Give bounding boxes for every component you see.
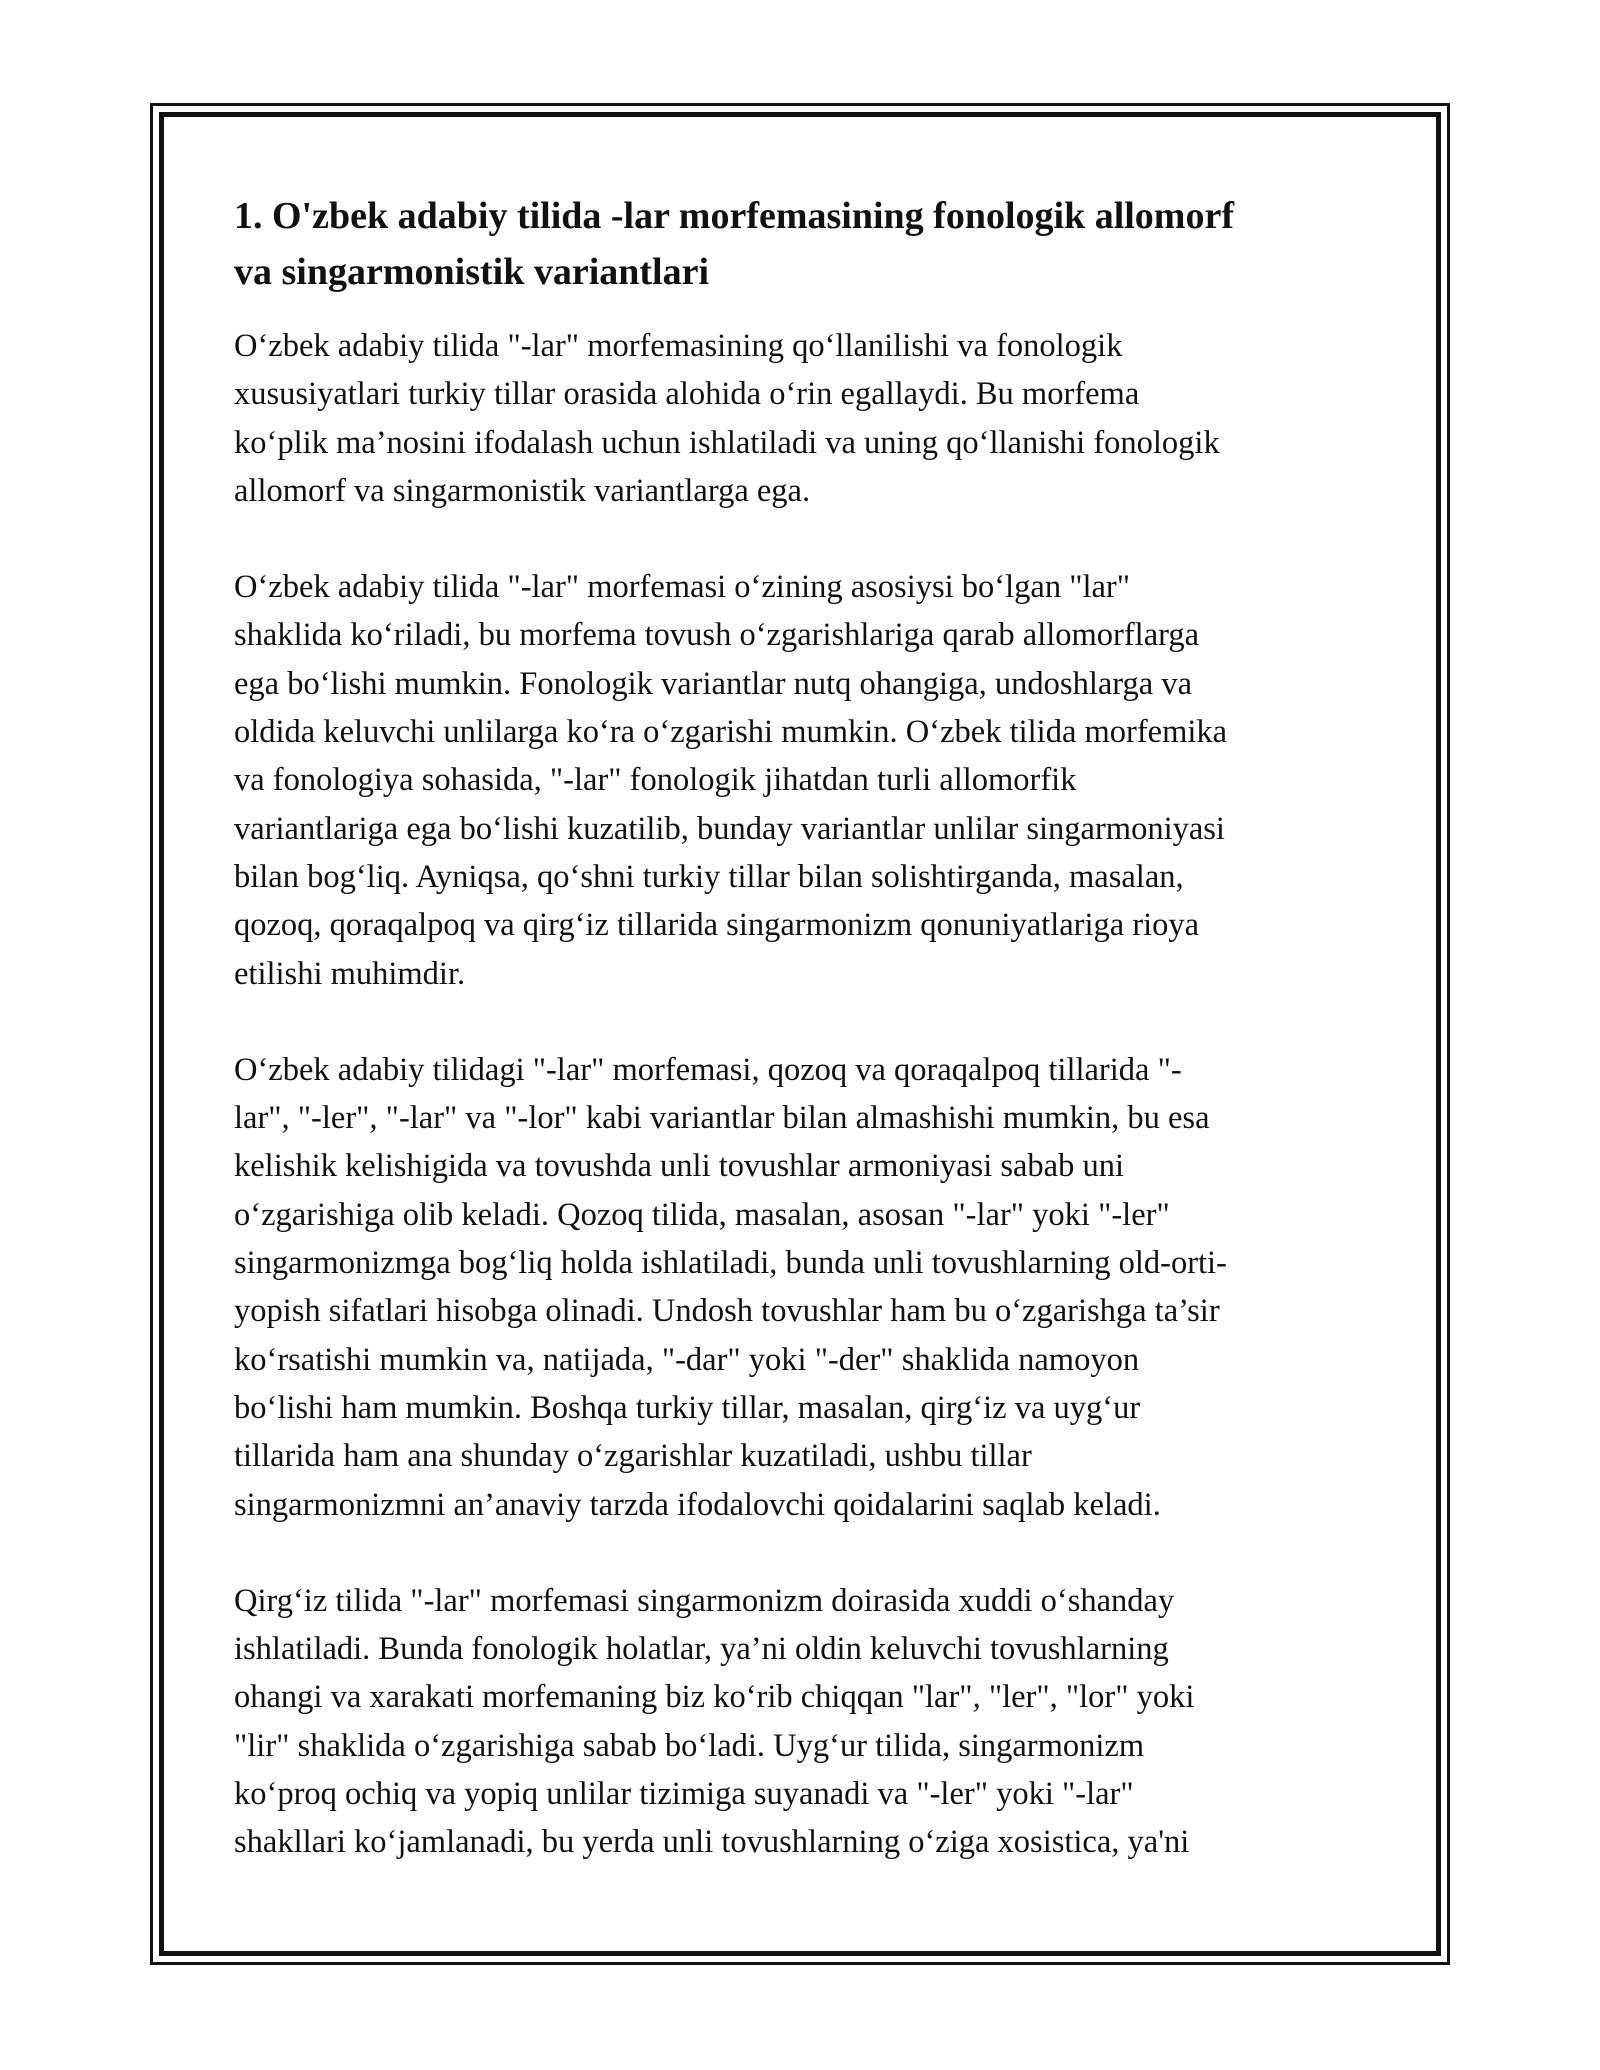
section-heading: 1. O'zbek adabiy tilida -lar morfemasining fonologik allomorf va singarmonistik variantlari: [234, 195, 1234, 293]
paragraph-4: Qirg‘iz tilida "-lar" morfemasi singarmonizm doirasida xuddi o‘shanday ishlatiladi. Bunda fonologik holatlar, ya’ni oldin keluvchi tovushlarning ohangi va xarakati morfemaning biz ko‘rib chiqqan "lar", "ler", "lor" yoki "lir" shaklida o‘zgarishiga sabab bo‘ladi. Uyg‘ur tilida, singarmonizm ko‘proq ochiq va yopiq unlilar tizimiga suyanadi va "-ler" yoki "-lar" shakllari ko‘jamlanadi, bu yerda unli tovushlarning o‘ziga xosistica, ya'ni: [234, 1582, 1195, 1861]
document-body: [234, 188, 1374, 1915]
paragraph-3: O‘zbek adabiy tilidagi "-lar" morfemasi, qozoq va qoraqalpoq tillarida "- lar", "-ler", "-lar" va "-lor" kabi variantlar bilan almashishi mumkin, bu esa kelishik kelishigida va tovushda unli tovushlar armoniyasi sabab uni o‘zgarishiga olib keladi. Qozoq tilida, masalan, asosan "-lar" yoki "-ler" singarmonizmga bog‘liq holda ishlatiladi, bunda unli tovushlarning old-orti- yopish sifatlari hisobga olinadi. Undosh tovushlar ham bu o‘zgarishga ta’sir ko‘rsatishi mumkin va, natijada, "-dar" yoki "-der" shaklida namoyon bo‘lishi ham mumkin. Boshqa turkiy tillar, masalan, qirg‘iz va uyg‘ur tillarida ham ana shunday o‘zgarishlar kuzatiladi, ushbu tillar singarmonizmni an’anaviy tarzda ifodalovchi qoidalarini saqlab keladi.: [234, 1051, 1227, 1523]
paragraph-2: O‘zbek adabiy tilida "-lar" morfemasi o‘zining asosiysi bo‘lgan "lar" shaklida ko‘riladi, bu morfema tovush o‘zgarishlariga qarab allomorflarga ega bo‘lishi mumkin. Fonologik variantlar nutq ohangiga, undoshlarga va oldida keluvchi unlilarga ko‘ra o‘zgarishi mumkin. O‘zbek tilida morfemika va fonologiya sohasida, "-lar" fonologik jihatdan turli allomorfik variantlariga ega bo‘lishi kuzatilib, bunday variantlar unlilar singarmoniyasi bilan bog‘liq. Ayniqsa, qo‘shni turkiy tillar bilan solishtirganda, masalan, qozoq, qoraqalpoq va qirg‘iz tillarida singarmonizm qonuniyatlariga rioya etilishi muhimdir.: [234, 569, 1228, 992]
paragraph-1: O‘zbek adabiy tilida "-lar" morfemasining qo‘llanilishi va fonologik xususiyatlari turkiy tillar orasida alohida o‘rin egallaydi. Bu morfema ko‘plik ma’nosini ifodalash uchun ishlatiladi va uning qo‘llanishi fonologik allomorf va singarmonistik variantlarga ega.: [234, 328, 1220, 509]
